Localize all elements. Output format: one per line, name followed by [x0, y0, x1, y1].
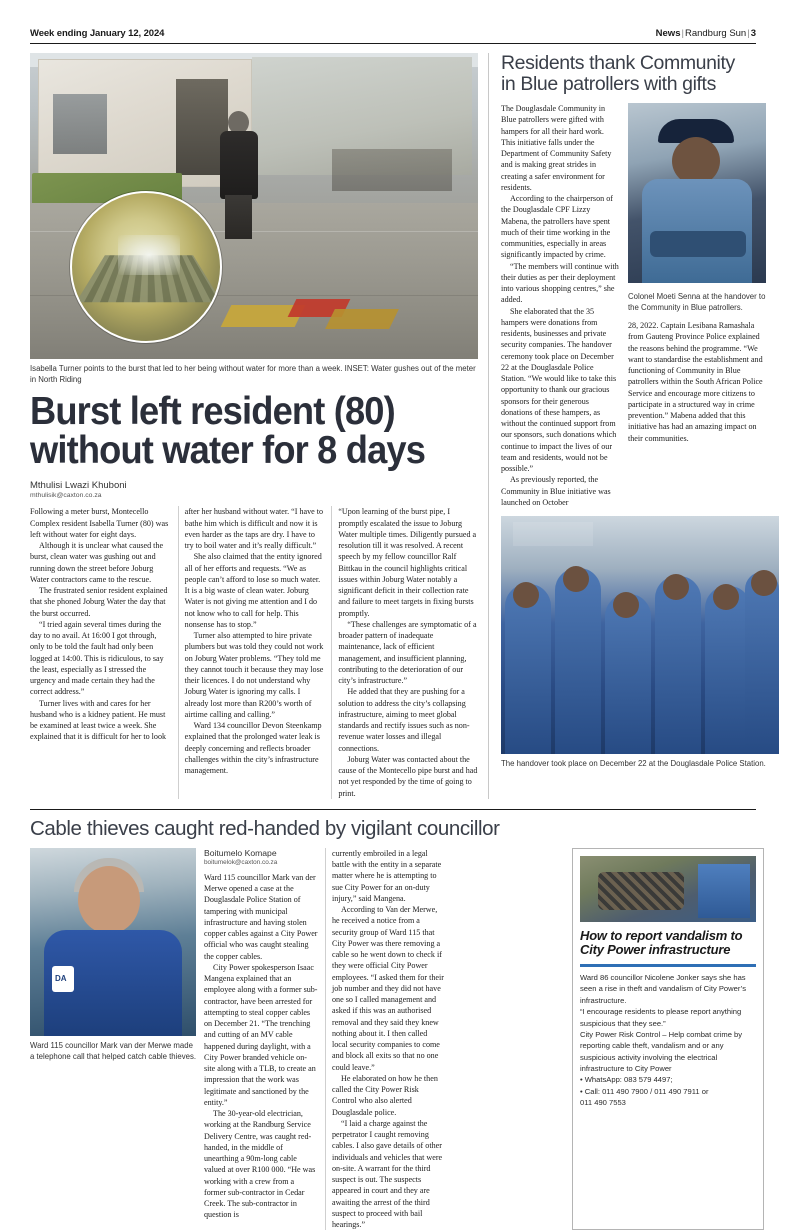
- group-person: [655, 576, 701, 754]
- figure-legs: [225, 195, 252, 239]
- bottom-story-columns: [204, 848, 560, 1230]
- paragraph: “I encourage residents to please report anything suspicious that they see.”: [580, 1007, 742, 1028]
- paragraph: According to the chairperson of the Douglasdale CPF Lizzy Mabena, the patrollers have spent much of their time working in the communities, especially in areas significantly impacted by crime.: [501, 194, 613, 260]
- section-name: News: [655, 28, 681, 39]
- da-party-logo: [52, 966, 74, 992]
- photo-resident-figure: [216, 111, 262, 237]
- page-masthead: [30, 0, 756, 44]
- main-story-columns: [30, 499, 478, 799]
- paragraph: “I laid a charge against the perpetrator I caught removing cables. I also gave details of other individuals and vehicles that were on-site. A warrant for the third suspect is out. The suspects appeared in court and they are awaiting the arrest of the third suspect to proceed with bail hearings.”: [332, 1118, 443, 1230]
- paragraph: Turner lives with and cares for her husband who is a kidney patient. He must be examined at least twice a week. She explained that it is difficult for her to look: [30, 698, 167, 742]
- paragraph: Joburg Water was contacted about the cause of the Montecello pipe burst and had not yet responded by the time of going to print.: [338, 754, 478, 798]
- bottom-headline: Cable thieves caught red-handed by vigilant councillor: [30, 816, 500, 840]
- sidebox-title-line-2: City Power infrastructure: [580, 942, 731, 958]
- main-story-column-1: [30, 506, 171, 799]
- councillor-photo-caption: Ward 115 councillor Mark van der Merwe made a telephone call that helped catch cable thieves.: [30, 1040, 197, 1061]
- paragraph: “Upon learning of the burst pipe, I promptly escalated the issue to Joburg Water multiple times. Diligently pursued a resolution till it was resolved. A recent speech by my fellow councillor Ralf Bittkau in the council highlights critical issues within Joburg Water notably a significant deficit in their collection rate and failure to meet targets in fixing bursts promptly.: [338, 507, 477, 618]
- handover-group-photo: [501, 516, 779, 754]
- bottom-byline-email[interactable]: boitumelok@caxton.co.za: [204, 858, 278, 866]
- sidebox-accent-rule: [580, 964, 756, 967]
- officer-folded-arms: [650, 231, 746, 257]
- side-headline-line-2: in Blue patrollers with gifts: [501, 73, 716, 96]
- main-story-column-2: [178, 506, 325, 799]
- officer-photo: [628, 103, 766, 283]
- main-byline-email[interactable]: mthulisik@caxton.co.za: [30, 492, 102, 500]
- councillor-photo-column: [30, 848, 196, 1230]
- group-person-head: [751, 570, 777, 596]
- group-photo-banner: [513, 522, 593, 546]
- paragraph: Ward 86 councillor Nicolene Jonker says she has seen a rise in theft and vandalism of City Power’s infrastructure.: [580, 972, 747, 1005]
- main-byline-name: Mthulisi Lwazi Khuboni: [30, 480, 127, 492]
- main-story: [30, 53, 478, 799]
- paragraph: 28, 2022. Captain Lesibana Ramashala from Gauteng Province Police explained the reasons behind the programme. “We want to standardise the establishment and functioning of Community in Blue patrollers within the South African Police Service and encourage more citizens to participate in a structured way in crime prevention.” Mabena added that this initiative has had an amazing impact on their communities.: [628, 321, 763, 443]
- sidebox-body: [580, 972, 756, 1109]
- figure-body: [220, 131, 258, 199]
- paragraph: “The members will continue with their duties as per their deployment into various shopping centres,” she added.: [501, 261, 619, 305]
- side-story-columns: [501, 103, 766, 508]
- paragraph: “These challenges are symptomatic of a broader pattern of inadequate maintenance, lack of efficient management, and insufficient planning, contributing to the deterioration of our city’s infrastructure.”: [338, 619, 477, 686]
- paragraph: According to Van der Merwe, he received a notice from a security group of Ward 115 that City Power was there removing a cable so he went down to check if they were official City Power employees. “I asked them for their job number and they did not have one so I called management and asked if this was an authorised removal and they said they knew nothing about it. I then called local security companies to come and block all exits so that no one could leave.”: [332, 905, 444, 1072]
- group-person: [605, 594, 651, 754]
- paragraph: Although it is unclear what caused the burst, clean water was gushing out and running down the street before Joburg Water contractors came to the rescue.: [30, 541, 164, 584]
- group-person-head: [513, 582, 539, 608]
- side-headline-line-1: Residents thank Community: [501, 52, 735, 74]
- group-photo-caption: The handover took place on December 22 at the Douglasdale Police Station.: [501, 759, 766, 769]
- page-number: 3: [750, 28, 756, 39]
- top-region: [30, 44, 766, 799]
- officer-face: [672, 137, 720, 185]
- stolen-cable: [598, 872, 684, 910]
- contact-call-alt[interactable]: 011 490 7553: [580, 1098, 626, 1108]
- paragraph: Ward 134 councillor Devon Steenkamp explained that the prolonged water leak is deeply concerning and reflects broader challenges within the city’s infrastructure management.: [184, 721, 322, 776]
- paragraph: As previously reported, the Community in Blue initiative was launched on October: [501, 475, 611, 507]
- paragraph: She elaborated that the 35 hampers were donations from residents, businesses and private security companies. The handover ceremony took place on December 22 at the Douglasdale Police Station. “We would like to take this opportunity to thank our gracious sponsors for their generous donations of these hampers, as without the continued support from our sponsors, such donations which continue to impact the lives of our team and residents, would not be possible.”: [501, 306, 617, 474]
- bottom-byline-name: Boitumelo Komape: [204, 847, 277, 858]
- main-headline-line-1: Burst left resident (80): [30, 390, 395, 434]
- group-person-head: [563, 566, 589, 592]
- sidebox-photo: [580, 856, 756, 922]
- side-story-column-1: [501, 103, 620, 508]
- group-person: [745, 572, 779, 754]
- bottom-story-column-2: [325, 848, 445, 1230]
- photo-bins: [332, 149, 452, 191]
- paragraph: He added that they are pushing for a solution to address the city’s collapsing infrastructure, aiming to meet global standards and rectify issues such as non-revenue water losses and illegal connections.: [338, 687, 470, 753]
- info-sidebox: [572, 848, 764, 1230]
- paragraph: City Power Risk Control – Help combat crime by reporting cable theft, vandalism and or any suspicious activity involving the electrical infrastructure to City Power: [580, 1029, 743, 1074]
- paragraph: He elaborated on how he then called the City Power Risk Control who also alerted Douglasdale police.: [332, 1073, 438, 1117]
- main-headline-line-2: without water for 8 days: [30, 428, 426, 472]
- group-person: [555, 568, 601, 754]
- issue-date: Week ending January 12, 2024: [30, 28, 165, 39]
- bottom-region: [30, 848, 756, 1230]
- paragraph: Following a meter burst, Montecello Complex resident Isabella Turner (80) was left without water for eight days.: [30, 507, 169, 539]
- sidebox-title: [580, 922, 756, 964]
- paragraph: currently embroiled in a legal battle with the entity in a separate matter where he is attempting to sue City Power for an on-duty injury,” said Mangena.: [332, 848, 442, 903]
- group-person-head: [663, 574, 689, 600]
- main-byline: [30, 474, 478, 499]
- group-person: [505, 584, 551, 754]
- bottom-story-column-1: [204, 848, 318, 1230]
- side-headline: [501, 53, 766, 103]
- inset-water-splash: [118, 235, 180, 275]
- paragraph: after her husband without water. “I have to bathe him which is difficult and now it is even harder as the taps are dry. I have to try to boil water and it’s really difficult.”: [184, 507, 324, 551]
- masthead-separator-1: |: [681, 28, 684, 39]
- photo-road-patch-c: [325, 309, 399, 329]
- paragraph: Ward 115 councillor Mark van der Merwe opened a case at the Douglasdale Police Station of tampering with municipal infrastructure and having stolen copper cables against a City Power official who was caught stealing the copper cables.: [204, 872, 318, 961]
- masthead-separator-2: |: [747, 28, 750, 39]
- paragraph: City Power spokesperson Isaac Mangena explained that an employee along with a former sub-contractor, have been arrested for attempting to steal copper cables on December 21. “The trenching and cutting of an MV cable happened during daylight, with a City Power branded vehicle on-site along with a TLB, to create an impression that the work was legitimate and sanctioned by the entity.”: [204, 962, 318, 1107]
- main-story-column-3: [331, 506, 478, 799]
- paragraph: The frustrated senior resident explained that she phoned Joburg Water the day that the burst occurred.: [30, 586, 168, 618]
- group-person-head: [713, 584, 739, 610]
- contact-call[interactable]: • Call: 011 490 7900 / 011 490 7911 or: [580, 1086, 709, 1096]
- publication-name: Randburg Sun: [684, 28, 747, 39]
- bottom-byline: [204, 848, 318, 866]
- main-headline: [30, 390, 447, 472]
- contact-whatsapp[interactable]: • WhatsApp: 083 579 4497;: [580, 1075, 673, 1085]
- councillor-photo: [30, 848, 196, 1036]
- paragraph: Turner also attempted to hire private plumbers but was told they could not work on Joburg Water problems. “They told me they cannot touch it because they may lose their licences. I do not understand why Joburg Water is ignoring my calls. I already lost more than R200’s worth of airtime calling and calling.”: [184, 631, 324, 719]
- paragraph: The 30-year-old electrician, working at the Randburg Service Delivery Centre, was caught red-handed, in the middle of unearthing a 90m-long cable valued at over R100 000. “He was working with a crew from a former sub-contractor in Cedar Creek. The sub-contractor in question is: [204, 1109, 316, 1220]
- side-story-column-2: [628, 103, 766, 508]
- paragraph: “I tried again several times during the day to no avail. At 16:00 I got through, only to be told the fault had only been logged at 14:00. This is ridiculous, to say the least, especially as I stressed the urgency and made certain they had the correct address.”: [30, 619, 164, 697]
- main-story-photo: [30, 53, 478, 359]
- side-story: [488, 53, 766, 799]
- paragraph: She also claimed that the entity ignored all of her efforts and requests. “We as people can’t afford to lose so much water. It is a big waste of clean water. Joburg Water is not giving me attention and I do not know who to call for help. This nonsense has to stop.”: [184, 552, 322, 629]
- side-story-continued: [628, 313, 766, 444]
- bottom-column-1-text: [204, 866, 318, 1221]
- main-photo-caption: Isabella Turner points to the burst that led to her being without water for more than a week. INSET: Water gushes out of the meter in North Riding: [30, 364, 476, 385]
- paragraph: The Douglasdale Community in Blue patrollers were gifted with hampers for all their hard work. This initiative falls under the Department of Community Safety and is making great strides in creating a safer environment for residents.: [501, 104, 612, 192]
- officer-photo-caption: Colonel Moeti Senna at the handover to the Community in Blue patrollers.: [628, 292, 766, 313]
- sidebox-title-line-1: How to report vandalism to: [580, 927, 743, 943]
- bottom-story: [30, 848, 560, 1230]
- councillor-face: [78, 866, 140, 934]
- photo-inset-circle: [70, 191, 222, 343]
- sidebox-photo-object: [698, 864, 750, 918]
- page-locator: [656, 28, 756, 39]
- group-person-head: [613, 592, 639, 618]
